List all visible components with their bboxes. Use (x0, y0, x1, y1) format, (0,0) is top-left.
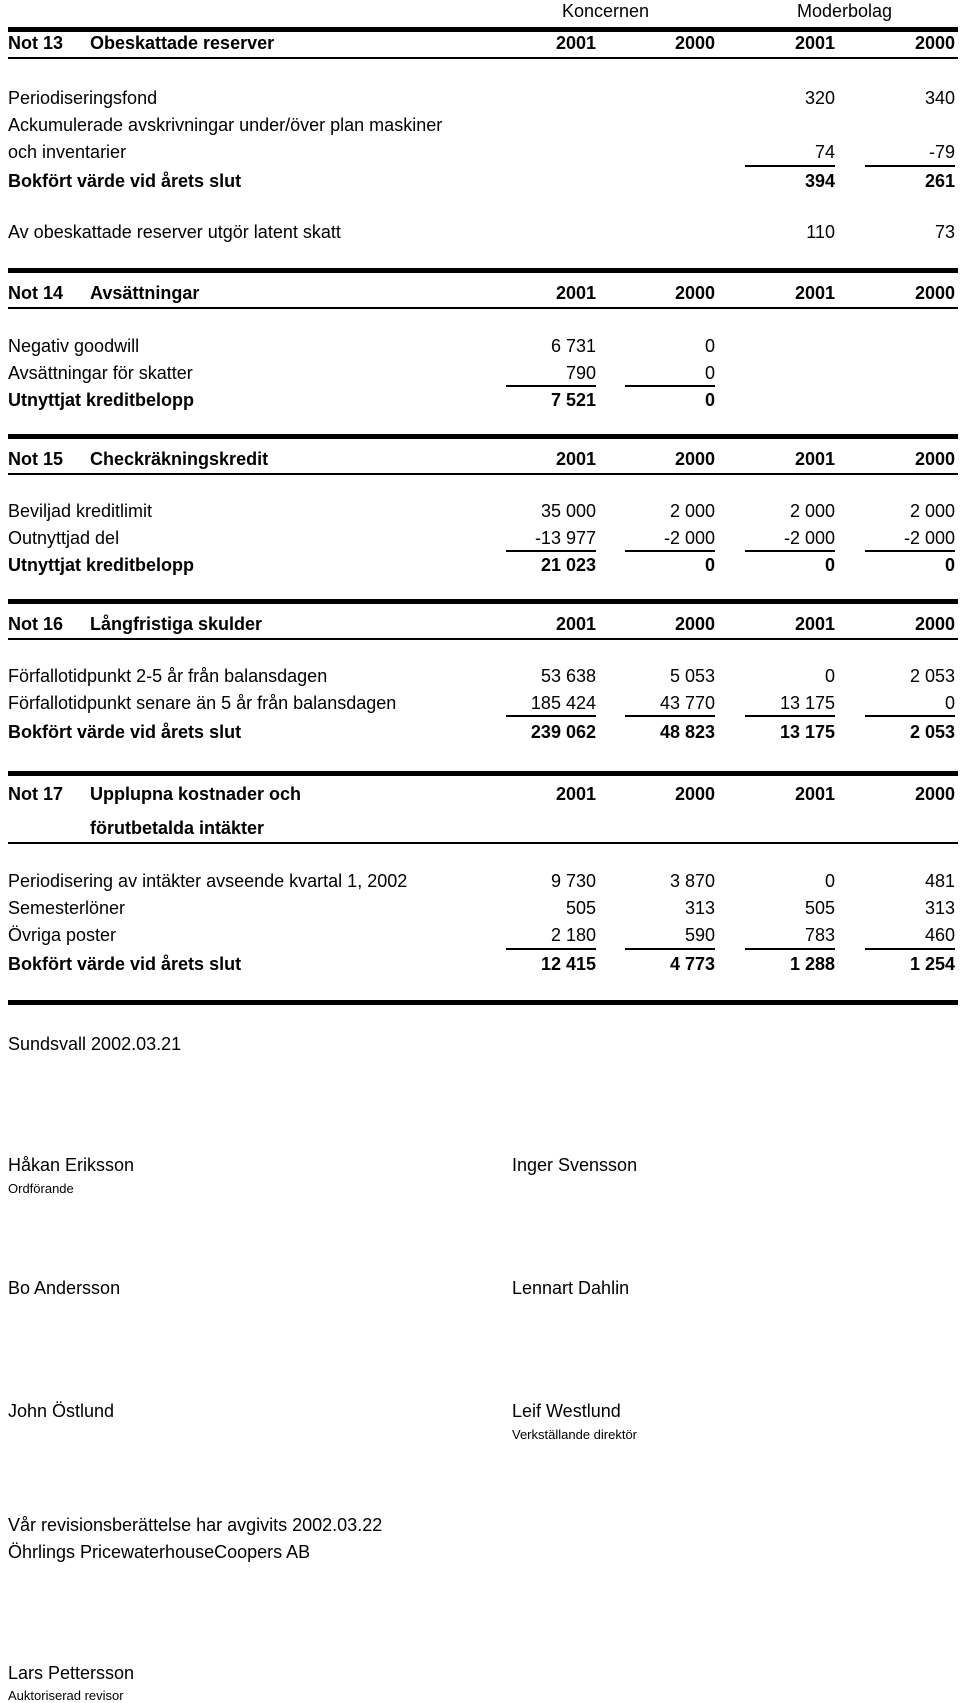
cell-k2: 43 770 (659, 693, 715, 713)
note-title: Upplupna kostnader och (90, 784, 302, 804)
signature-name: Leif Westlund (512, 1401, 621, 1421)
cell-m2: 261 (924, 171, 955, 191)
year-k1: 2001 (555, 33, 596, 53)
cell-m2: -79 (928, 142, 955, 162)
cell-k2: 48 823 (659, 722, 715, 742)
row-label-total: Bokfört värde vid årets slut (8, 954, 242, 974)
auditor-role: Auktoriserad revisor (8, 1688, 124, 1703)
row-label-total: Utnyttjat kreditbelopp (8, 390, 195, 410)
cell-k1: 2 180 (550, 925, 596, 945)
cell-m1: 110 (806, 222, 835, 242)
year-k2: 2000 (674, 449, 715, 469)
cell-k1: 21 023 (540, 555, 596, 575)
cell-m1: 0 (824, 555, 835, 575)
signature-name: John Östlund (8, 1401, 115, 1421)
cell-m2: 73 (934, 222, 955, 242)
year-k2: 2000 (674, 614, 715, 634)
cell-k2: 590 (684, 925, 715, 945)
cell-k2: 313 (684, 898, 715, 918)
cell-k2: 0 (704, 363, 715, 383)
cell-m1: 1 288 (789, 954, 835, 974)
cell-m2: 0 (944, 555, 955, 575)
divider (8, 57, 958, 59)
year-m2: 2000 (914, 784, 955, 804)
signature-name: Inger Svensson (512, 1155, 638, 1175)
cell-k2: 0 (704, 336, 715, 356)
year-m1: 2001 (794, 449, 835, 469)
audit-firm: Öhrlings PricewaterhouseCoopers AB (8, 1542, 311, 1562)
cell-k2: 5 053 (669, 666, 715, 686)
signature-role: Verkställande direktör (512, 1427, 638, 1442)
row-label: Avsättningar för skatter (8, 363, 193, 383)
year-m2: 2000 (914, 614, 955, 634)
sum-underline (865, 165, 955, 167)
cell-k2: -2 000 (663, 528, 715, 548)
year-k1: 2001 (555, 449, 596, 469)
divider (8, 771, 958, 776)
cell-m2: 340 (924, 88, 955, 108)
row-label: Outnyttjad del (8, 528, 120, 548)
cell-m1: 2 000 (789, 501, 835, 521)
note-title: Långfristiga skulder (90, 614, 263, 634)
row-label: Periodiseringsfond (8, 88, 158, 108)
year-m2: 2000 (914, 33, 955, 53)
cell-m2: 2 053 (909, 722, 955, 742)
sum-underline (625, 385, 715, 387)
row-label: Övriga poster (8, 925, 117, 945)
cell-m2: 2 053 (909, 666, 955, 686)
row-label: Semesterlöner (8, 898, 126, 918)
sum-underline (506, 948, 596, 950)
year-m2: 2000 (914, 283, 955, 303)
year-k2: 2000 (674, 784, 715, 804)
sum-underline (625, 715, 715, 717)
cell-k1: 790 (565, 363, 596, 383)
sum-underline (745, 550, 835, 552)
note-number: Not 16 (8, 614, 64, 634)
row-label: Beviljad kreditlimit (8, 501, 153, 521)
cell-k1: 12 415 (540, 954, 596, 974)
signature-name: Bo Andersson (8, 1278, 121, 1298)
year-m2: 2000 (914, 449, 955, 469)
cell-k2: 0 (704, 555, 715, 575)
divider (8, 599, 958, 604)
year-k2: 2000 (674, 33, 715, 53)
sum-underline (865, 715, 955, 717)
divider (8, 27, 958, 32)
cell-m1: 505 (804, 898, 835, 918)
sum-underline (506, 385, 596, 387)
cell-m1: 320 (804, 88, 835, 108)
place-date: Sundsvall 2002.03.21 (8, 1034, 182, 1054)
cell-k1: 185 424 (530, 693, 596, 713)
cell-m2: 460 (924, 925, 955, 945)
cell-m2: 1 254 (909, 954, 955, 974)
row-label-cont: och inventarier (8, 142, 127, 162)
cell-m1: -2 000 (783, 528, 835, 548)
cell-m1: 13 175 (779, 693, 835, 713)
cell-k2: 3 870 (669, 871, 715, 891)
cell-m1: 74 (814, 142, 835, 162)
cell-k2: 2 000 (669, 501, 715, 521)
divider (8, 1000, 958, 1005)
sum-underline (625, 550, 715, 552)
cell-m2: 0 (944, 693, 955, 713)
cell-k1: 9 730 (550, 871, 596, 891)
cell-m1: 0 (824, 871, 835, 891)
signature-role: Ordförande (8, 1181, 74, 1196)
cell-m1: 13 175 (779, 722, 835, 742)
cell-k2: 4 773 (669, 954, 715, 974)
sum-underline (625, 948, 715, 950)
year-m1: 2001 (794, 614, 835, 634)
row-label: Förfallotidpunkt 2-5 år från balansdagen (8, 666, 328, 686)
cell-m1: 783 (804, 925, 835, 945)
cell-k1: -13 977 (534, 528, 596, 548)
cell-k1: 239 062 (530, 722, 596, 742)
signature-name: Lennart Dahlin (512, 1278, 630, 1298)
auditor-name: Lars Pettersson (8, 1663, 135, 1683)
sum-underline (745, 948, 835, 950)
divider (8, 268, 958, 273)
cell-m1: 394 (804, 171, 835, 191)
year-m1: 2001 (794, 784, 835, 804)
note-number: Not 15 (8, 449, 64, 469)
signature-name: Håkan Eriksson (8, 1155, 135, 1175)
year-m1: 2001 (794, 283, 835, 303)
note-title: Avsättningar (90, 283, 200, 303)
year-k1: 2001 (555, 784, 596, 804)
sum-underline (865, 550, 955, 552)
cell-k1: 7 521 (550, 390, 596, 410)
sum-underline (506, 715, 596, 717)
note-number: Not 13 (8, 33, 64, 53)
cell-m1: 0 (824, 666, 835, 686)
cell-k1: 53 638 (540, 666, 596, 686)
note-number: Not 17 (8, 784, 64, 804)
divider (8, 307, 958, 309)
row-label-total: Bokfört värde vid årets slut (8, 722, 242, 742)
row-label: Periodisering av intäkter avseende kvartal 1, 2002 (8, 871, 408, 891)
row-label-total: Utnyttjat kreditbelopp (8, 555, 195, 575)
row-label-total: Bokfört värde vid årets slut (8, 171, 242, 191)
note-title: Obeskattade reserver (90, 33, 275, 53)
row-label: Negativ goodwill (8, 336, 140, 356)
cell-m2: 2 000 (909, 501, 955, 521)
cell-k1: 35 000 (540, 501, 596, 521)
header-koncernen: Koncernen (562, 1, 650, 21)
sum-underline (506, 550, 596, 552)
row-label: Förfallotidpunkt senare än 5 år från balansdagen (8, 693, 397, 713)
row-label: Ackumulerade avskrivningar under/över plan maskiner (8, 115, 443, 135)
sum-underline (865, 948, 955, 950)
cell-m2: 313 (924, 898, 955, 918)
row-label: Av obeskattade reserver utgör latent skatt (8, 222, 341, 242)
year-m1: 2001 (794, 33, 835, 53)
year-k1: 2001 (555, 283, 596, 303)
divider (8, 638, 958, 640)
cell-k1: 6 731 (550, 336, 596, 356)
header-moderbolag: Moderbolag (797, 1, 893, 21)
note-title: Checkräkningskredit (90, 449, 269, 469)
note-title-cont: förutbetalda intäkter (90, 818, 265, 838)
audit-statement: Vår revisionsberättelse har avgivits 2002.03.22 (8, 1515, 383, 1535)
cell-k1: 505 (565, 898, 596, 918)
year-k2: 2000 (674, 283, 715, 303)
note-number: Not 14 (8, 283, 64, 303)
divider (8, 473, 958, 475)
cell-k2: 0 (704, 390, 715, 410)
divider (8, 842, 958, 844)
sum-underline (745, 165, 835, 167)
cell-m2: 481 (924, 871, 955, 891)
sum-underline (745, 715, 835, 717)
year-k1: 2001 (555, 614, 596, 634)
divider (8, 434, 958, 439)
cell-m2: -2 000 (903, 528, 955, 548)
